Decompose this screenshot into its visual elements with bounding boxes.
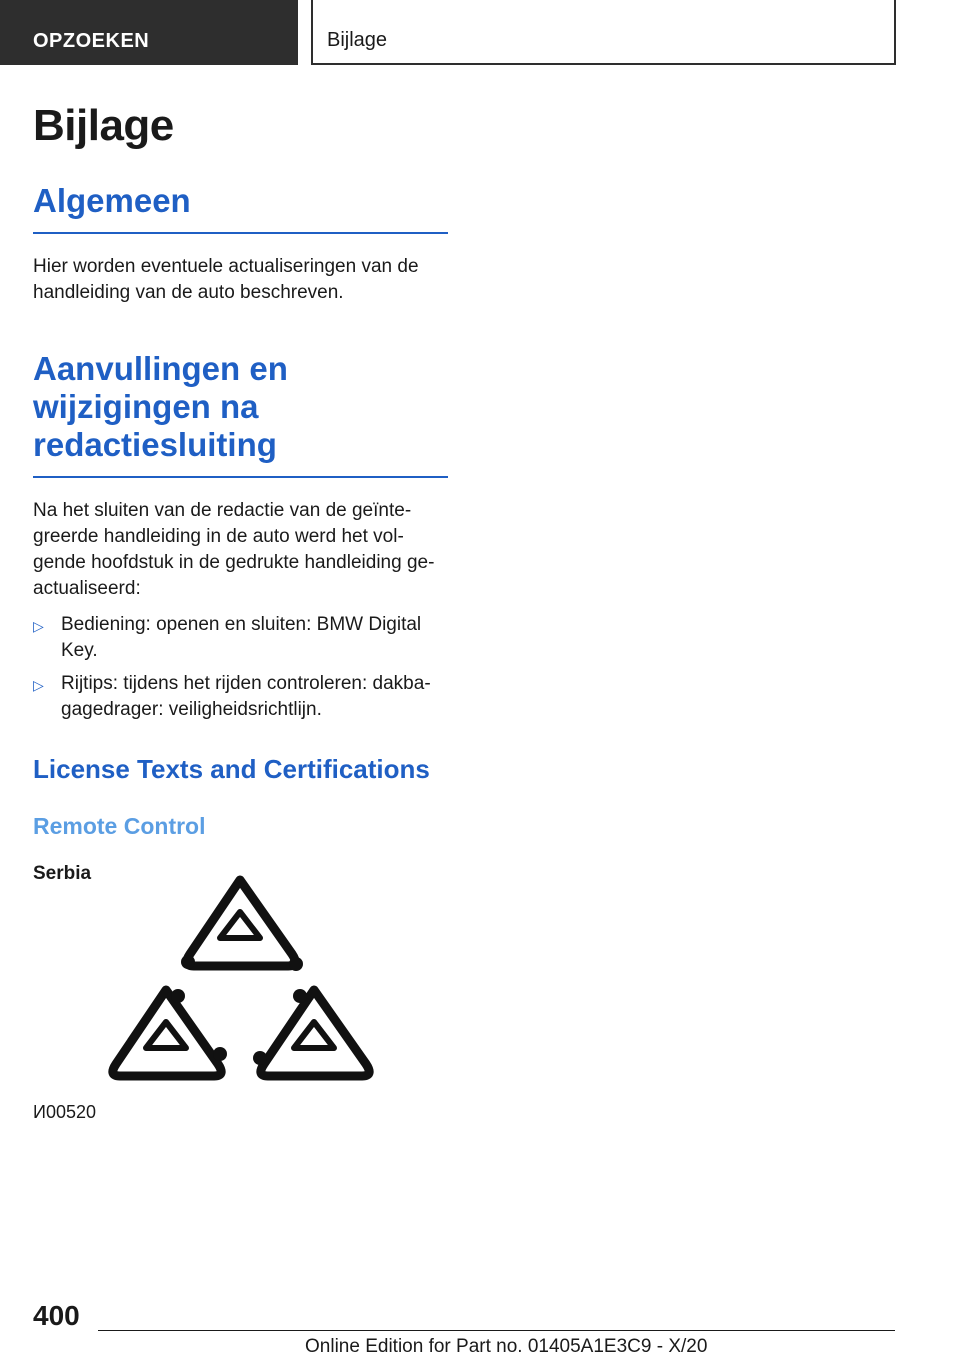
bullet-list: [33, 612, 448, 723]
image-code: И00520: [33, 1102, 96, 1122]
triangle-bullet-icon: ▷: [33, 677, 44, 693]
list-item-text: Rijtips: tijdens het rijden controleren: dakbagagedrager: veiligheidsrichtlijn.: [61, 673, 431, 720]
license-heading: License Texts and Certifications: [33, 754, 430, 784]
page-title: Bijlage: [33, 101, 174, 150]
header-chapter-label: Bijlage: [327, 29, 388, 51]
page-number: 400: [33, 1300, 80, 1331]
header-section-tab: [0, 0, 298, 65]
country-label: Serbia: [33, 863, 92, 884]
list-item: [33, 612, 448, 664]
footer-edition-text: Online Edition for Part no. 01405A1E3C9 - X/20: [305, 1336, 708, 1357]
triangle-bullet-icon: ▷: [33, 618, 44, 634]
header-section-label: OPZOEKEN: [33, 30, 150, 52]
section-heading-algemeen: Algemeen: [33, 182, 448, 234]
section-paragraph: Na het sluiten van de redactie van de geïntegreerde handleiding in de auto werd het volgende hoofdstuk in de gedrukte handleiding geactualiseerd:: [33, 500, 435, 599]
footer-divider: [98, 1330, 895, 1331]
list-item-text: Bediening: openen en sluiten: BMW Digital Key.: [61, 614, 422, 661]
serbia-certification-symbol-icon: [100, 868, 380, 1088]
section-heading-aanvullingen: Aanvullingen en wijzigingen na redactiesluiting: [33, 350, 448, 478]
license-subheading: Remote Control: [33, 813, 206, 839]
list-item: [33, 671, 448, 723]
header-chapter-tab: [311, 0, 896, 65]
section-paragraph: Hier worden eventuele actualiseringen van de handleiding van de auto beschreven.: [33, 256, 419, 303]
page-content: [33, 98, 448, 887]
